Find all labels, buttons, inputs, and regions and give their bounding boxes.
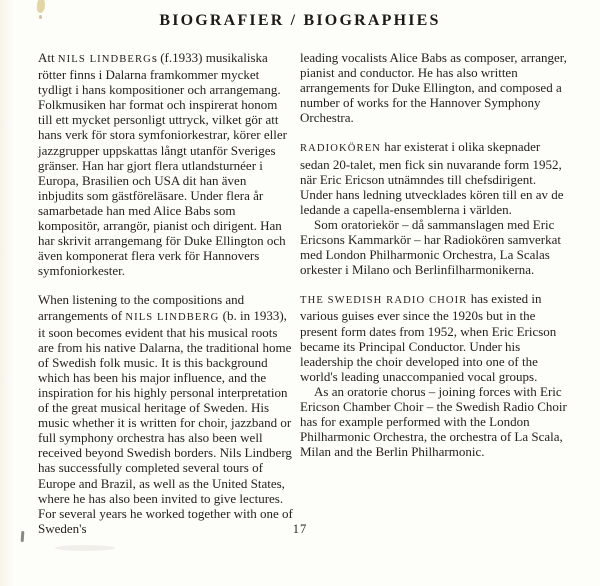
scan-artifact-smudge	[55, 545, 115, 551]
paragraph-body-text: har existerat i olika skepnader sedan 20-talet, men fick sin nuvarande form 1952, när Eric Ericson utnämndes till chefsdirigent. Under hans ledning utvecklades kören till en av de ledande a capella-ensemblerna i världen.	[300, 139, 564, 217]
paragraph-body-text: s (f.1933) musikaliska rötter finns i Dalarna framkommer mycket tydligt i hans kompositioner och arrangemang. Folkmusiken har format och inspirerat honom till ett mycket personligt uttryck, vilket gör att hans verk för stora symfoniorkestrar, körer eller jazzgrupper uppskattas långt utanför Sveriges gränser. Han har gjort flera utlandsturnéer i Europa, Brasilien och USA dit han även inbjudits som gästföreläsare. Under flera år samarbetade han med Alice Babs som kompositör, arrangör, pianist och dirigent. Han har skrivit arrangemang för Duke Ellington och även komponerat flera verk för Hannovers symfoniorkester.	[38, 50, 287, 279]
paragraph-lead-text: When listening to the compositions and arrangements of	[38, 292, 245, 323]
paragraph-body-text: (b. in 1933), it soon becomes evident that his musical roots are from his native Dalarna, the traditional home of Swedish folk music. It is this background which has been his major influence, and the inspiration for his highly personal interpretation of the great musical heritage of Sweden. His music whether it is written for choir, jazzband or full symphony orchestra has also been well received beyond Swedish borders. Nils Lindberg has successfully completed several tours of Europe and Brazil, as well as the United States, where he has also been invited to give lectures. For several years he worked together with one of Sweden's	[38, 307, 293, 536]
bio-paragraph-nils-english-continued	[300, 50, 567, 125]
page-left-edge-shade	[0, 0, 14, 586]
bio-paragraph-oratorie-chorus-english	[300, 384, 567, 459]
right-text-column	[300, 50, 567, 459]
person-name-smallcaps: NILS LINDBERG	[57, 54, 152, 65]
page-title: BIOGRAFIER / BIOGRAPHIES	[159, 12, 441, 29]
bio-paragraph-oratoriekor-swedish	[300, 217, 567, 277]
paragraph-body-text: has existed in various guises ever since the 1920s but in the present form dates from 1952, when Eric Ericson became its Principal Conductor. Under his leadership the choir developed into one of the world's leading unaccompanied vocal groups.	[300, 291, 557, 384]
bio-paragraph-nils-lindberg-english	[38, 292, 294, 536]
bio-paragraph-nils-lindberg-swedish	[38, 50, 294, 278]
choir-name-smallcaps: RADIOKÖREN	[300, 143, 382, 155]
page-number: 17	[292, 522, 308, 536]
choir-name-smallcaps: THE SWEDISH RADIO CHOIR	[300, 295, 468, 307]
bio-paragraph-swedish-radio-choir-english	[300, 291, 567, 384]
paragraph-body-text: leading vocalists Alice Babs as composer, arranger, pianist and conductor. He has also written arrangements for Duke Ellington, and composed a number of works for the Hannover Symphony Orchestra.	[300, 50, 567, 126]
paragraph-body-text: Som oratoriekör – då sammanslagen med Eric Ericsons Kammarkör – har Radiokören samverkat med London Philharmonic Orchestra, La Scalas orkester i Milano och Berlinfilharmonikerna.	[300, 216, 562, 278]
person-name-smallcaps: NILS LINDBERG	[125, 311, 220, 323]
left-text-column	[38, 50, 294, 536]
bio-paragraph-radiokoren-swedish	[300, 139, 567, 216]
paragraph-body-text: As an oratorie chorus – joining forces with Eric Ericson Chamber Choir – the Swedish Radio Choir has for example performed with the London Philharmonic Orchestra, the orchestra of La Scala, Milan and the Berlin Philharmonic.	[300, 383, 567, 460]
paragraph-lead-text: Att	[38, 50, 58, 65]
